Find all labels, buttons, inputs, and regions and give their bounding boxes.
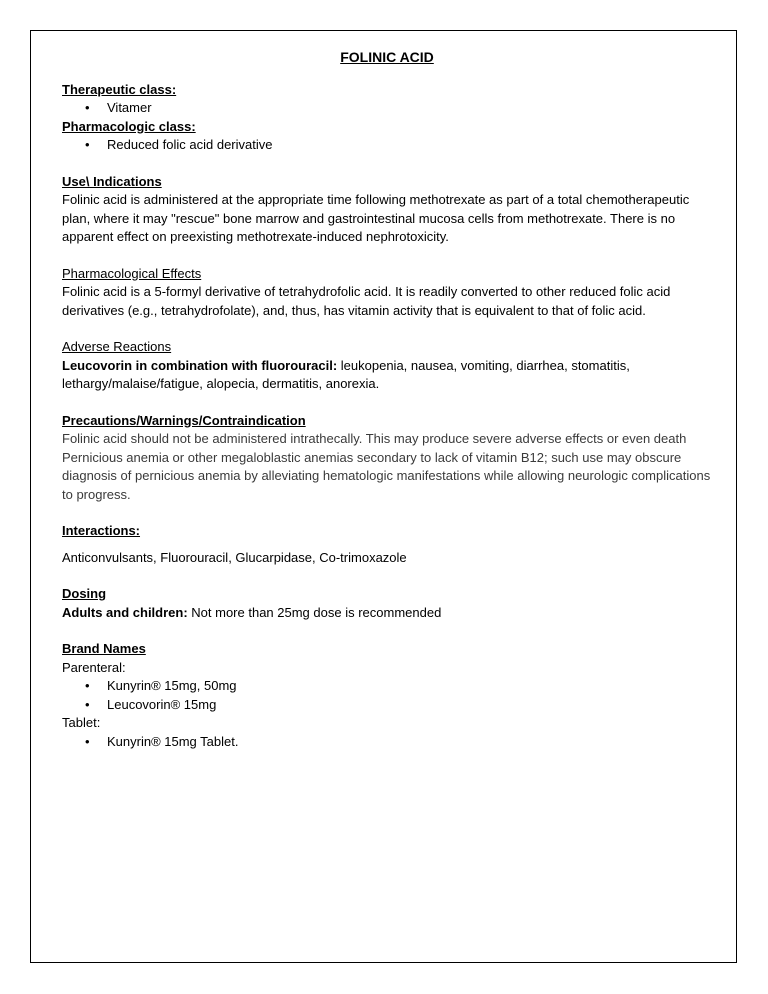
pharmacologic-class-list bbox=[62, 136, 712, 155]
list-item: • Vitamer bbox=[107, 99, 712, 118]
use-indications-text: Folinic acid is administered at the appropriate time following methotrexate as part of a total chemotherapeutic plan, where it may "rescue" bone marrow and gastrointestinal mucosa cells from methotrexate. There is no apparent effect on preexisting methotrexate-induced nephrotoxicity. bbox=[62, 192, 690, 244]
list-item: • Kunyrin® 15mg Tablet. bbox=[107, 733, 712, 752]
adverse-reactions-body: leukopenia, nausea, vomiting, diarrhea, stomatitis, lethargy/malaise/fatigue, alopecia, dermatitis, anorexia. bbox=[62, 357, 630, 391]
adverse-reactions-text bbox=[62, 357, 712, 394]
dosing-lead: Adults and children: bbox=[62, 604, 188, 620]
precautions-text-1: Folinic acid should not be administered intrathecally. This may produce severe adverse effects or even death bbox=[62, 431, 687, 446]
use-indications-heading: Use\ Indications bbox=[62, 173, 162, 189]
therapeutic-class-heading: Therapeutic class: bbox=[62, 81, 177, 97]
adverse-reactions-heading: Adverse Reactions bbox=[62, 339, 172, 354]
precautions-text-2: Pernicious anemia or other megaloblastic anemias secondary to lack of vitamin B12; such use may obscure diagnosis of pernicious anemia by alleviating hematologic manifestations while allowing neurologic complications to progress. bbox=[62, 449, 711, 502]
tablet-label: Tablet: bbox=[62, 715, 101, 730]
document-content bbox=[62, 48, 712, 751]
parenteral-label: Parenteral: bbox=[62, 659, 126, 675]
pharmacological-effects-text: Folinic acid is a 5-formyl derivative of tetrahydrofolic acid. It is readily converted to other reduced folic acid derivatives (e.g., tetrahydrofolate), and, thus, has vitamin activity that is equivalent to that of folic acid. bbox=[62, 284, 671, 318]
pharmacologic-class-heading: Pharmacologic class: bbox=[62, 118, 196, 134]
precautions-heading: Precautions/Warnings/Contraindication bbox=[62, 412, 306, 428]
list-item: • Reduced folic acid derivative bbox=[107, 136, 712, 155]
dosing-body: Not more than 25mg dose is recommended bbox=[187, 604, 442, 620]
list-item: • Leucovorin® 15mg bbox=[107, 696, 712, 715]
adverse-reactions-lead: Leucovorin in combination with fluorouracil: bbox=[62, 357, 338, 373]
list-item: • Kunyrin® 15mg, 50mg bbox=[107, 677, 712, 696]
tablet-brand-list bbox=[62, 733, 712, 752]
therapeutic-class-list bbox=[62, 99, 712, 118]
parenteral-brand-list bbox=[62, 677, 712, 714]
dosing-heading: Dosing bbox=[62, 586, 107, 601]
dosing-text bbox=[62, 604, 712, 623]
brand-names-heading: Brand Names bbox=[62, 641, 146, 656]
interactions-heading: Interactions: bbox=[62, 523, 141, 538]
document-page bbox=[30, 30, 737, 963]
page-title: FOLINIC ACID bbox=[340, 49, 434, 65]
pharmacological-effects-heading: Pharmacological Effects bbox=[62, 265, 202, 281]
interactions-text: Anticonvulsants, Fluorouracil, Glucarpidase, Co-trimoxazole bbox=[62, 549, 407, 565]
